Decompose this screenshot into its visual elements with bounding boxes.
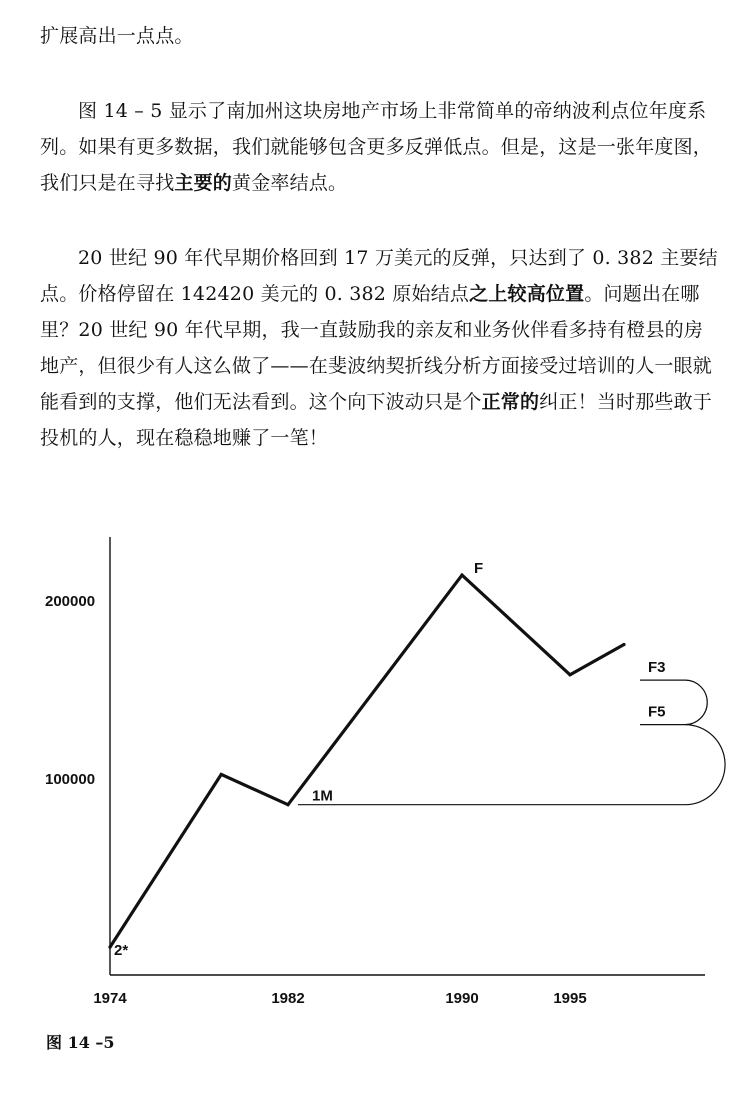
data-point xyxy=(286,803,289,806)
data-point xyxy=(460,573,463,576)
level-label: 1M xyxy=(312,787,333,805)
paragraph-figure-description xyxy=(40,93,720,201)
x-tick-label: 1990 xyxy=(445,990,479,1007)
point-label: 2* xyxy=(114,942,129,960)
x-tick-label: 1982 xyxy=(271,990,305,1007)
paragraph-intro xyxy=(40,18,720,54)
data-point xyxy=(622,643,625,646)
paragraph-analysis xyxy=(40,240,720,456)
text-run: 黄金率结点。 xyxy=(232,172,348,194)
bracket-arc-lower xyxy=(685,725,725,805)
x-tick-label: 1995 xyxy=(553,990,587,1007)
y-tick-label: 100000 xyxy=(45,771,96,788)
text-run: 扩展高出一点点。 xyxy=(40,25,194,47)
fib-levels xyxy=(298,659,725,805)
level-label: F3 xyxy=(648,659,666,677)
text-run: 图 14 – 5 显示了南加州这块房地产市场上非常简单的帝纳波利点位年度系列。如果有更多数据，我们就能够包含更多反弹低点。但是，这是一张年度图，我们只是在寻找 xyxy=(40,100,713,194)
chart-series xyxy=(108,573,625,948)
data-point xyxy=(108,946,111,949)
series-line xyxy=(110,575,624,947)
x-tick-label: 1974 xyxy=(93,990,127,1007)
data-point xyxy=(220,773,223,776)
figure-caption: 图 14 –5 xyxy=(46,1033,115,1052)
text-run: 20 世纪 90 年代早期价格回到 17 万美元的反弹，只达到了 0. 382 主要结点。价格停留在 142420 美元的 0. 382 原始结点 xyxy=(40,247,718,305)
level-label: F5 xyxy=(648,703,666,721)
price-chart xyxy=(0,520,750,1020)
chart-axes xyxy=(45,537,705,1007)
bold-text: 之上较高位置 xyxy=(469,283,585,305)
text-run: 。问题出在哪里？20 世纪 90 年代早期，我一直鼓励我的亲友和业务伙伴看多持有橙县的房地产，但很少有人这么做了——在斐波纳契折线分析方面接受过培训的人一眼就能看到的支撑，他们无法看到。这个向下波动只是个 xyxy=(40,283,713,413)
bold-text: 正常的 xyxy=(481,391,540,413)
text-run: 纠正！当时那些敢于投机的人，现在稳稳地赚了一笔！ xyxy=(40,391,713,449)
data-point xyxy=(568,673,571,676)
bracket-arc-upper xyxy=(685,680,707,725)
y-tick-label: 200000 xyxy=(45,593,96,610)
bold-text: 主要的 xyxy=(174,172,233,194)
point-label: F xyxy=(474,560,484,578)
